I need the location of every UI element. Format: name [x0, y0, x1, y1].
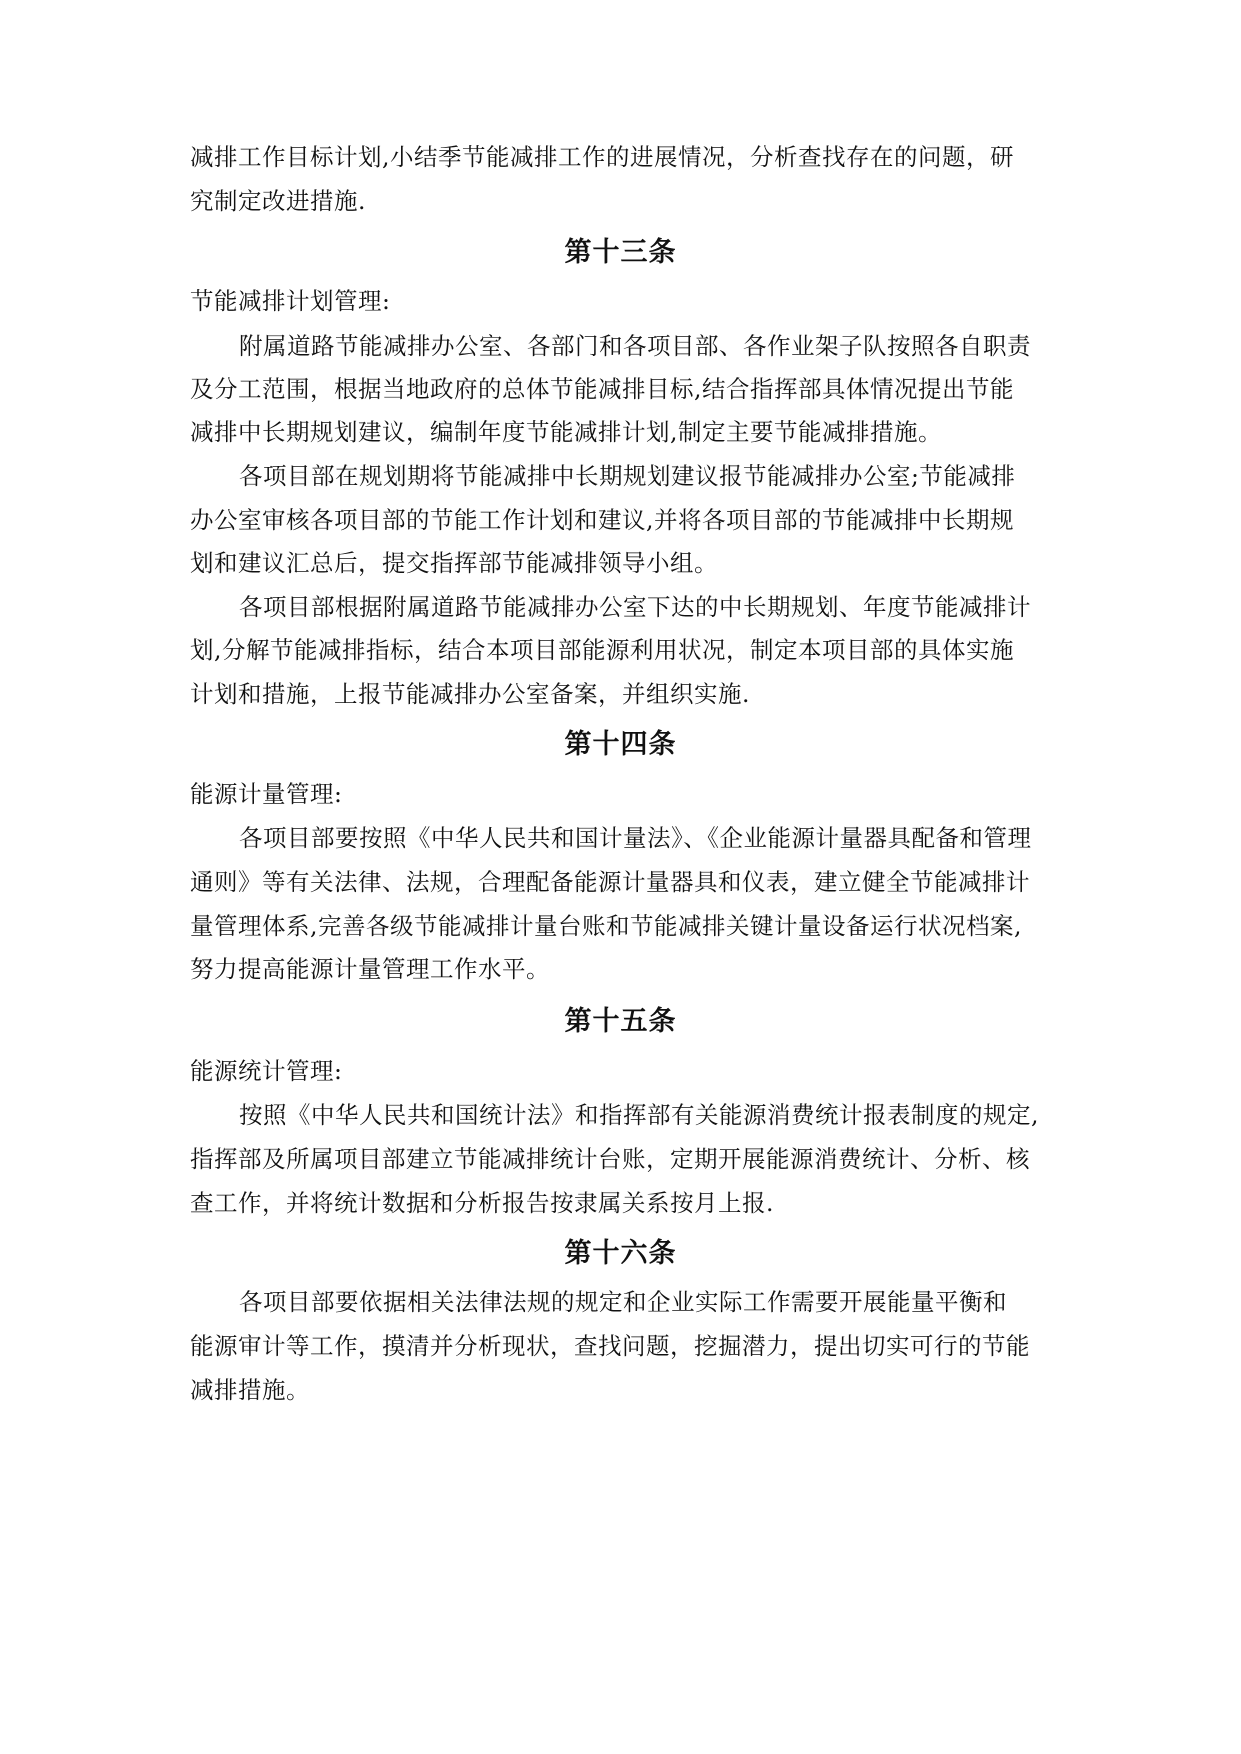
article-13-p3-line-3: 计划和措施，上报节能减排办公室备案，并组织实施.: [190, 680, 750, 708]
article-13-p2-line-2: 办公室审核各项目部的节能工作计划和建议,并将各项目部的节能减排中长期规: [190, 506, 1014, 534]
article-16-p1-line-2: 能源审计等工作，摸清并分析现状，查找问题，挖掘潜力，提出切实可行的节能: [190, 1332, 1030, 1360]
article-13-p1-line-1: 附属道路节能减排办公室、各部门和各项目部、各作业架子队按照各自职责: [239, 332, 1031, 360]
article-15-label: 能源统计管理:: [190, 1057, 343, 1085]
article-14-p1-line-4: 努力提高能源计量管理工作水平。: [190, 955, 550, 983]
intro-line-1: 减排工作目标计划,小结季节能减排工作的进展情况，分析查找存在的问题，研: [190, 143, 1014, 171]
article-14-p1-line-2: 通则》等有关法律、法规，合理配备能源计量器具和仪表，建立健全节能减排计: [190, 868, 1030, 896]
article-13-p3-line-1: 各项目部根据附属道路节能减排办公室下达的中长期规划、年度节能减排计: [239, 593, 1031, 621]
article-13-heading: 第十三条: [564, 237, 677, 268]
article-13-p3-line-2: 划,分解节能减排指标，结合本项目部能源利用状况，制定本项目部的具体实施: [190, 636, 1014, 664]
article-13-label: 节能减排计划管理:: [190, 287, 391, 315]
article-13-p2-line-1: 各项目部在规划期将节能减排中长期规划建议报节能减排办公室;节能减排: [239, 462, 1016, 490]
article-13-p1-line-2: 及分工范围，根据当地政府的总体节能减排目标,结合指挥部具体情况提出节能: [190, 375, 1014, 403]
article-13-p2-line-3: 划和建议汇总后，提交指挥部节能减排领导小组。: [190, 549, 718, 577]
intro-line-2: 究制定改进措施.: [190, 187, 366, 215]
article-14-heading: 第十四条: [564, 729, 677, 760]
article-13-p1-line-3: 减排中长期规划建议，编制年度节能减排计划,制定主要节能减排措施。: [190, 418, 942, 446]
article-14-p1-line-3: 量管理体系,完善各级节能减排计量台账和节能减排关键计量设备运行状况档案,: [190, 912, 1022, 940]
article-15-p1-line-2: 指挥部及所属项目部建立节能减排统计台账，定期开展能源消费统计、分析、核: [190, 1145, 1030, 1173]
article-16-p1-line-3: 减排措施。: [190, 1376, 310, 1404]
article-16-p1-line-1: 各项目部要依据相关法律法规的规定和企业实际工作需要开展能量平衡和: [239, 1288, 1007, 1316]
article-15-heading: 第十五条: [564, 1006, 677, 1037]
article-15-p1-line-1: 按照《中华人民共和国统计法》和指挥部有关能源消费统计报表制度的规定,: [239, 1101, 1039, 1129]
article-15-p1-line-3: 查工作，并将统计数据和分析报告按隶属关系按月上报.: [190, 1189, 774, 1217]
article-14-label: 能源计量管理:: [190, 780, 343, 808]
article-16-heading: 第十六条: [564, 1238, 677, 1269]
article-14-p1-line-1: 各项目部要按照《中华人民共和国计量法》、《企业能源计量器具配备和管理: [239, 824, 1032, 852]
